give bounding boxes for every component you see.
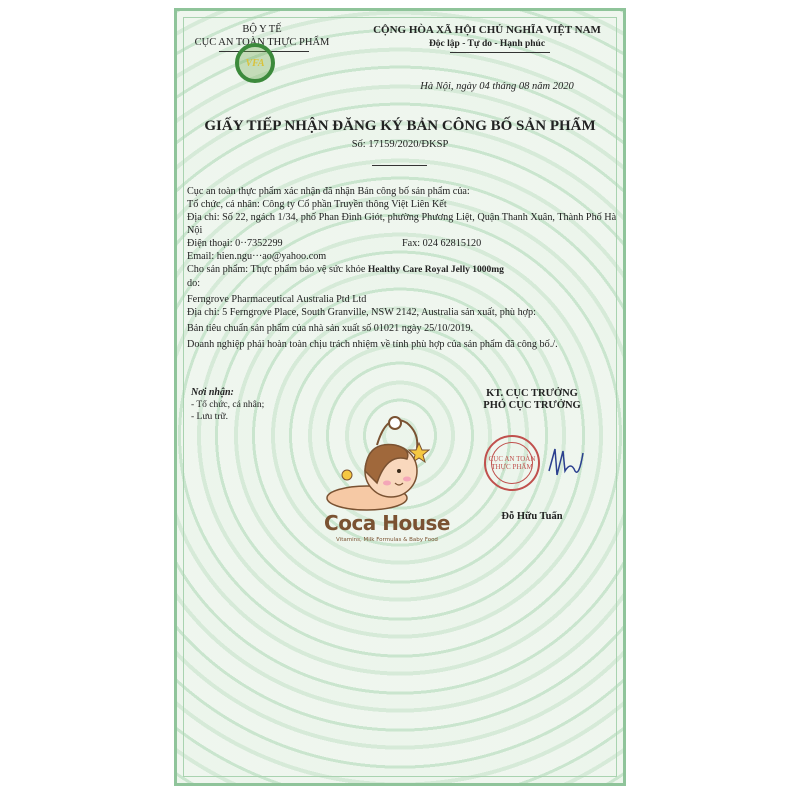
contact-row bbox=[187, 237, 617, 250]
organization: Tổ chức, cá nhân: Công ty Cổ phần Truyền thông Việt Liên Kết bbox=[187, 199, 447, 210]
recipient-item: - Lưu trữ. bbox=[191, 412, 228, 422]
signatory-title bbox=[447, 388, 617, 412]
divider bbox=[372, 165, 427, 166]
watermark-brand: Coca House bbox=[324, 511, 450, 535]
signatory-line1: KT. CỤC TRƯỞNG bbox=[486, 388, 578, 399]
phone: Điện thoại: 0··7352299 bbox=[187, 238, 283, 249]
product-prefix: Cho sản phẩm: Thực phẩm bảo vệ sức khỏe bbox=[187, 264, 366, 275]
recipient-item: - Tổ chức, cá nhân; bbox=[191, 400, 265, 410]
signatory-name: Đỗ Hữu Tuấn bbox=[501, 511, 563, 522]
divider bbox=[450, 52, 550, 53]
responsibility: Doanh nghiệp phải hoàn toàn chịu trách nhiệm về tính phù hợp của sản phẩm đã công bố./. bbox=[187, 339, 558, 350]
recipients bbox=[191, 387, 264, 423]
motto: Độc lập - Tự do - Hạnh phúc bbox=[428, 39, 546, 49]
state-header bbox=[352, 23, 622, 51]
document-number: Số: 17159/2020/ĐKSP bbox=[351, 139, 449, 150]
watermark-tagline: Vitamins, Milk Formulas & Baby Food bbox=[336, 537, 438, 543]
manufacturer-address: Địa chỉ: 5 Ferngrove Place, South Granville, NSW 2142, Australia sản xuất, phù hợp: bbox=[187, 307, 536, 318]
standard: Bản tiêu chuẩn sản phẩm của nhà sản xuất số 01021 ngày 25/10/2019. bbox=[187, 323, 474, 334]
issue-date: Hà Nội, ngày 04 tháng 08 năm 2020 bbox=[420, 81, 574, 92]
document-body bbox=[187, 185, 617, 351]
product-name: Healthy Care Royal Jelly 1000mg bbox=[367, 265, 504, 275]
document-title: GIẤY TIẾP NHẬN ĐĂNG KÝ BẢN CÔNG BỐ SẢN PHẨM bbox=[204, 118, 596, 134]
coca-house-watermark bbox=[307, 403, 467, 548]
ministry-name: BỘ Y TẾ bbox=[242, 24, 282, 35]
address: Địa chỉ: Số 22, ngách 1/34, phố Phan Đình Giót, phường Phương Liệt, Quận Thanh Xuân, Thành Phố Hà Nội bbox=[187, 212, 617, 236]
by-label: do: bbox=[187, 278, 201, 289]
signature-scribble bbox=[547, 441, 587, 481]
signatory-line2: PHÓ CỤC TRƯỞNG bbox=[483, 400, 581, 411]
baby-mascot-icon bbox=[307, 403, 467, 513]
intro-text: Cục an toàn thực phẩm xác nhận đã nhận Bản công bố sản phẩm của: bbox=[187, 186, 470, 197]
certificate-document bbox=[174, 8, 626, 786]
recipients-heading: Nơi nhận: bbox=[191, 387, 234, 398]
manufacturer: Ferngrove Pharmaceutical Australia Ptd Ltd bbox=[187, 294, 367, 305]
fax: Fax: 024 62815120 bbox=[402, 238, 482, 249]
product bbox=[187, 263, 617, 277]
vfa-logo: VFA bbox=[235, 43, 275, 83]
official-stamp: CỤC AN TOÀN THỰC PHẨM bbox=[484, 435, 540, 491]
agency-name: CỤC AN TOÀN THỰC PHẨM bbox=[194, 37, 330, 48]
country-name: CỘNG HÒA XÃ HỘI CHỦ NGHĨA VIỆT NAM bbox=[373, 24, 601, 36]
email: Email: hien.ngu···ao@yahoo.com bbox=[187, 251, 327, 262]
